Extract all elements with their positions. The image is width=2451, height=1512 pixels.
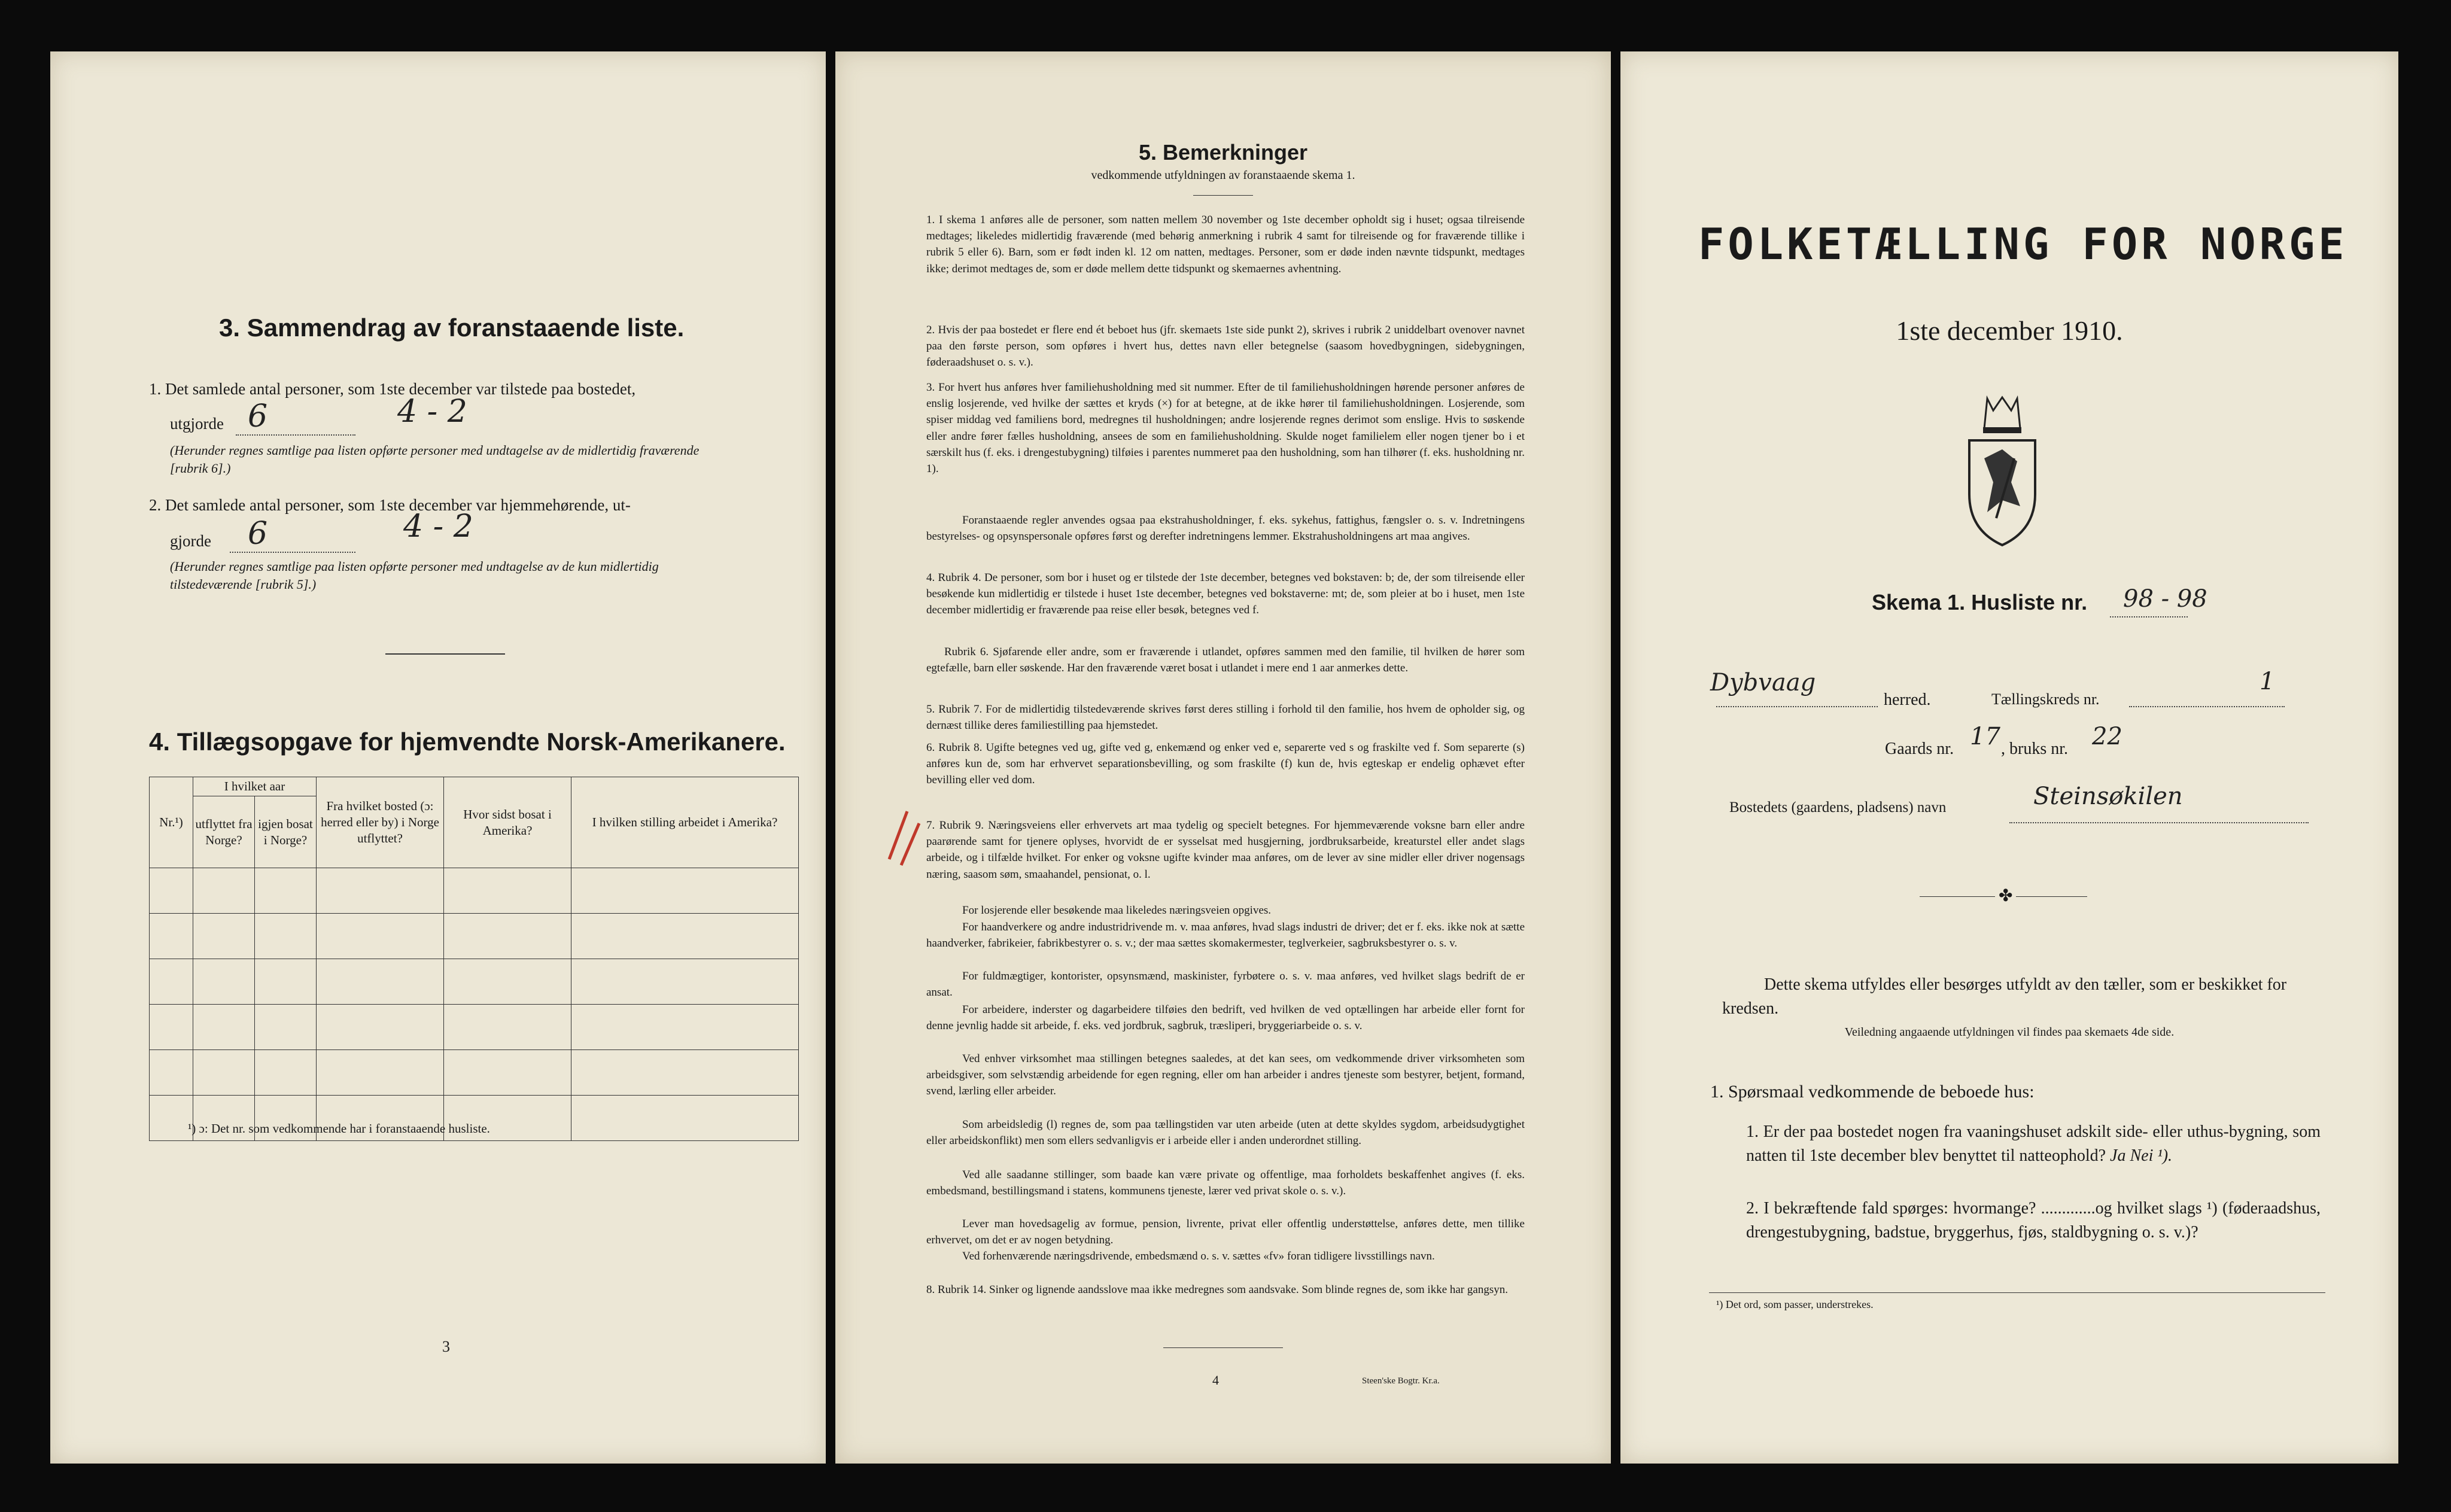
remark-1: 1. I skema 1 anføres alle de personer, som natten mellem 30 november og 1ste december opholdt sig i huset; ogsaa tilreisende medtages; likeledes midlertidig fraværende (med behørig anmerkning i rubrik 4 samt for tilreisende og for fraværende tillike i rubrik 5 eller 6). Barn, som er født inden kl. 12 om natten, medtages. Personer, som er døde inden nævnte tidspunkt, medtages ikke; derimot medtages de, som er døde mellem dette tidspunkt og skemaernes avhentning. <box>926 214 1525 275</box>
col-group-year: I hvilket aar <box>193 777 317 796</box>
question-1-answer: Ja Nei ¹). <box>2110 1146 2173 1165</box>
table-cell[interactable] <box>193 1005 255 1050</box>
table-cell[interactable] <box>444 1005 571 1050</box>
table-cell[interactable] <box>571 914 799 959</box>
bemerkninger-subtitle: vedkommende utfyldningen av foranstaaende skema 1. <box>1091 169 1355 182</box>
table-footnote: ¹) ɔ: Det nr. som vedkommende har i foranstaaende husliste. <box>188 1121 490 1136</box>
norsk-amerikanere-table <box>149 777 799 1141</box>
kreds-dotline <box>2129 706 2285 707</box>
item1-handwritten: 4 - 2 <box>397 394 467 430</box>
table-cell[interactable] <box>193 959 255 1005</box>
remark-7f: Ved enhver virksomhet maa stillingen betegnes saaledes, at det kan sees, om vedkommende driver virksomheten som arbeidsgiver, som selvstændig arbeidende for egen regning, eller om han arbeider i andres tjeneste som bestyrer, betjent, formand, svend, lærling eller arbeider. <box>926 1052 1525 1098</box>
page-number-3: 3 <box>442 1338 450 1355</box>
table-cell[interactable] <box>317 914 444 959</box>
table-cell[interactable] <box>193 914 255 959</box>
table-cell[interactable] <box>317 959 444 1005</box>
husliste-nr: 98 - 98 <box>2123 585 2207 613</box>
q-heading: 1. Spørsmaal vedkommende de beboede hus: <box>1710 1082 2035 1102</box>
title-rule <box>1193 195 1253 196</box>
bottom-rule <box>1163 1347 1283 1348</box>
coat-of-arms-icon <box>1960 393 2044 548</box>
census-date: 1ste december 1910. <box>1896 315 2123 346</box>
remark-7i: Lever man hovedsagelig av formue, pension, livrente, privat eller offentlig understøttelse, anføres dette, men tillike erhvervet, om det er av nogen betydning. <box>926 1218 1525 1247</box>
item1-note: (Herunder regnes samtlige paa listen opførte personer med undtagelse av de midlertidig fraværende [rubrik 6].) <box>170 443 700 476</box>
divider <box>385 653 505 655</box>
herred-label: herred. <box>1884 690 1931 709</box>
gaards-label: Gaards nr. <box>1885 740 1954 758</box>
col-occupation: I hvilken stilling arbeidet i Amerika? <box>571 777 799 868</box>
left-page <box>50 51 826 1464</box>
table-cell[interactable] <box>444 868 571 914</box>
footnote-rule <box>1709 1292 2325 1293</box>
table-cell[interactable] <box>571 868 799 914</box>
remark-7d: For fuldmægtiger, kontorister, opsynsmænd, maskinister, fyrbøtere o. s. v. maa anføres, ved hvilket slags bedrift de er ansat. <box>926 970 1525 999</box>
table-cell[interactable] <box>193 1050 255 1096</box>
bruks-value: 22 <box>2092 723 2122 750</box>
item2-note: (Herunder regnes samtlige paa listen opførte personer med undtagelse av de kun midlertidig tilstedeværende [rubrik 5].) <box>170 559 659 592</box>
red-pencil-mark <box>883 799 931 901</box>
intro-note: Veiledning angaaende utfyldningen vil findes paa skemaets 4de side. <box>1844 1026 2175 1039</box>
remark-3b: Foranstaaende regler anvendes ogsaa paa ekstrahusholdninger, f. eks. sykehus, fattighus, fængsler o. s. v. Indretningens bestyrelses- og opsynspersonale opføres først og derefter indretningens lemmer. Ekstrahusholdningens art maa angives. <box>926 514 1525 543</box>
husliste-dotline <box>2110 616 2188 617</box>
remark-6: 6. Rubrik 8. Ugifte betegnes ved ug, gifte ved g, enkemænd og enker ved e, separerte ved s og fraskilte ved f. Som separerte (s) anføres kun de, som har erhvervet separationsbevilling, og som fraskilte (f) kun de, hvis egteskap er endelig ophævet efter bevilling eller ved dom. <box>926 741 1525 787</box>
bruks-label: , bruks nr. <box>2001 740 2068 758</box>
col-nr: Nr.¹) <box>150 777 193 868</box>
remark-7e: For arbeidere, inderster og dagarbeidere tilføies den bedrift, ved hvilken de ved optællingen har arbeide eller fornt for denne jevnlig hadde sit arbeide, f. eks. ved jordbruk, sagbruk, træsliperi, bryggeriarbeide o. s. v. <box>926 1003 1525 1033</box>
table-cell[interactable] <box>571 959 799 1005</box>
table-cell[interactable] <box>571 1050 799 1096</box>
table-cell[interactable] <box>571 1005 799 1050</box>
question-1-text: 1. Er der paa bostedet nogen fra vaaningshuset adskilt side- eller uthus-bygning, som natten til 1ste december blev benyttet til natteophold? <box>1746 1122 2321 1165</box>
table-cell[interactable] <box>255 1005 317 1050</box>
item1-dotline <box>236 434 355 436</box>
remark-5: 5. Rubrik 7. For de midlertidig tilstedeværende skrives først deres stilling i forhold til den familie, hos hvem de opholder sig, og dernæst tillike deres familiestilling paa hjemstedet. <box>926 703 1525 732</box>
item2-text: 2. Det samlede antal personer, som 1ste december var hjemmehørende, ut- <box>149 496 631 514</box>
intro-text: Dette skema utfyldes eller besørges utfyldt av den tæller, som er beskikket for kredsen. <box>1722 975 2287 1018</box>
printer-mark: Steen'ske Bogtr. Kr.a. <box>1362 1376 1440 1386</box>
table-cell[interactable] <box>150 868 193 914</box>
col-from-where: Fra hvilket bosted (ɔ: herred eller by) i Norge utflyttet? <box>317 777 444 868</box>
item2-label: gjorde <box>170 532 211 550</box>
item2-handwritten: 4 - 2 <box>403 509 473 544</box>
kreds-label: Tællingskreds nr. <box>1991 690 2100 708</box>
remark-4: 4. Rubrik 4. De personer, som bor i huset og er tilstede der 1ste december, betegnes ved bokstaven: b; de, der som tilreisende eller besøkende kun midlertidig er tilstede i huset 1ste december, betegnes ved bokstaverne: mt; de, som pleier at bo i huset, men 1ste december midlertidig er fraværende paa reise eller besøk, betegnes ved f. <box>926 571 1525 617</box>
col-returned: igjen bosat i Norge? <box>255 796 317 868</box>
table-cell[interactable] <box>255 959 317 1005</box>
table-cell[interactable] <box>150 1005 193 1050</box>
footnote: ¹) Det ord, som passer, understrekes. <box>1716 1298 1874 1310</box>
remark-7c: For haandverkere og andre industridrivende m. v. maa anføres, hvad slags industri de driver; det er f. eks. ikke nok at sætte haandverker, fabrikeier, fabrikbestyrer o. s. v.; der maa sættes skomakermester, teglverkeier, sagbruksbestyrer o. s. v. <box>926 921 1525 950</box>
remark-7j: Ved forhenværende næringsdrivende, embedsmænd o. s. v. sættes «fv» foran tidligere livsstillings navn. <box>962 1250 1435 1262</box>
question-1 <box>1746 1120 2321 1168</box>
herred-value: Dybvaag <box>1710 669 1816 696</box>
table-cell[interactable] <box>255 868 317 914</box>
item1-value: 6 <box>248 398 268 434</box>
item2-dotline <box>230 552 355 553</box>
middle-page <box>835 51 1611 1464</box>
table-cell[interactable] <box>444 959 571 1005</box>
census-title: FOLKETÆLLING FOR NORGE <box>1698 219 2348 269</box>
table-cell[interactable] <box>255 914 317 959</box>
question-2: 2. I bekræftende fald spørges: hvormange? .............og hvilket slags ¹) (føderaadshus, drengestubygning, badstue, bryggerhus, fjøs, staldbygning o. s. v.)? <box>1746 1199 2321 1242</box>
col-emigrated: utflyttet fra Norge? <box>193 796 255 868</box>
table-cell[interactable] <box>193 868 255 914</box>
table-cell[interactable] <box>317 1005 444 1050</box>
item1-label: utgjorde <box>170 415 224 433</box>
bosted-value: Steinsøkilen <box>2033 783 2183 810</box>
remark-7h: Ved alle saadanne stillinger, som baade kan være private og offentlige, maa forholdets beskaffenhet angives (f. eks. embedsmand, bestillingsmand i statens, kommunens tjeneste, lærer ved privat skole o. s. v.). <box>926 1169 1525 1198</box>
section4-title: 4. Tillægsopgave for hjemvendte Norsk-Amerikanere. <box>149 728 786 756</box>
table-cell[interactable] <box>150 1050 193 1096</box>
table-cell[interactable] <box>150 1096 193 1141</box>
right-page <box>1620 51 2398 1464</box>
remark-7g: Som arbeidsledig (l) regnes de, som paa tællingstiden var uten arbeide (uten at dette skyldes sygdom, arbeidsudygtighet eller arbeidskonflikt) men som ellers sedvanligvis er i arbeide eller i anden underordnet stilling. <box>926 1118 1525 1148</box>
bemerkninger-title: 5. Bemerkninger <box>1138 140 1308 165</box>
herred-dotline <box>1716 706 1878 707</box>
item1-text: 1. Det samlede antal personer, som 1ste december var tilstede paa bostedet, <box>149 380 636 398</box>
section3-title: 3. Sammendrag av foranstaaende liste. <box>219 314 685 342</box>
table-cell[interactable] <box>317 868 444 914</box>
bosted-dotline <box>2009 822 2309 823</box>
remark-8: 8. Rubrik 14. Sinker og lignende aandsslove maa ikke medregnes som aandsvake. Som blinde regnes de, som ikke har gangsyn. <box>926 1283 1508 1296</box>
table-cell[interactable] <box>317 1050 444 1096</box>
remark-4b: Rubrik 6. Sjøfarende eller andre, som er fraværende i utlandet, opføres sammen med den familie, til hvilken de hører som egtefælle, barn eller søskende. Har den fraværende været bosat i utlandet i mere end 1 aar anmerkes dette. <box>926 646 1525 675</box>
remark-3: 3. For hvert hus anføres hver familiehusholdning med sit nummer. Efter de til familiehusholdningen hørende personer anføres de enslig losjerende, ved hvilke der sættes et kryds (×) for at betegne, at de ikke hører til familiehusholdningen. Losjerende, som spiser middag ved familiens bord, medregnes til husholdningen; andre losjerende regnes derimot som enslige. Hvis to søskende eller andre fører fælles husholdning, ansees de som en familiehusholdning. Skulde noget familielem eller nogen tjener bo i et særskilt hus (f. eks. i drengestubygning) tilføies i parentes nummeret paa den husholdning, som han tilhører (f. eks. husholdning nr. 1). <box>926 381 1525 476</box>
item2-value: 6 <box>248 516 268 552</box>
col-last-residence: Hvor sidst bosat i Amerika? <box>444 777 571 868</box>
remark-7: 7. Rubrik 9. Næringsveiens eller erhvervets art maa tydelig og specielt betegnes. For hjemmeværende voksne barn eller andre paarørende samt for tjenere oplyses, hvorvidt de er sysselsat med husgjerning, jordbruksarbeide, kreaturstel eller andet slags arbeide, og i tilfælde hvilket. For enker og voksne ugifte kvinder maa anføres, om de lever av sine midler eller driver nogensags næring, saasom søm, smaahandel, pensionat, o. l. <box>926 819 1525 881</box>
remark-2: 2. Hvis der paa bostedet er flere end ét beboet hus (jfr. skemaets 1ste side punkt 2), skrives i rubrik 2 uniddelbart ovenover navnet paa den første person, som opføres i hvert hus, dettes navn eller betegnelse (saasom hovedbygningen, sidebygningen, føderaadshuset o. s. v.). <box>926 324 1525 369</box>
table-cell[interactable] <box>571 1096 799 1141</box>
gaards-value: 17 <box>1970 723 2000 750</box>
ornament-icon: ✤ <box>1995 886 2016 906</box>
bosted-label: Bostedets (gaardens, pladsens) navn <box>1729 799 1947 816</box>
table-cell[interactable] <box>150 914 193 959</box>
remark-7b: For losjerende eller besøkende maa likeledes næringsveien opgives. <box>962 904 1272 917</box>
table-cell[interactable] <box>444 914 571 959</box>
schema-label: Skema 1. Husliste nr. <box>1872 590 2088 614</box>
kreds-value: 1 <box>2260 668 2275 695</box>
table-cell[interactable] <box>444 1050 571 1096</box>
page-number-4: 4 <box>1212 1373 1219 1388</box>
table-cell[interactable] <box>150 959 193 1005</box>
table-cell[interactable] <box>255 1050 317 1096</box>
